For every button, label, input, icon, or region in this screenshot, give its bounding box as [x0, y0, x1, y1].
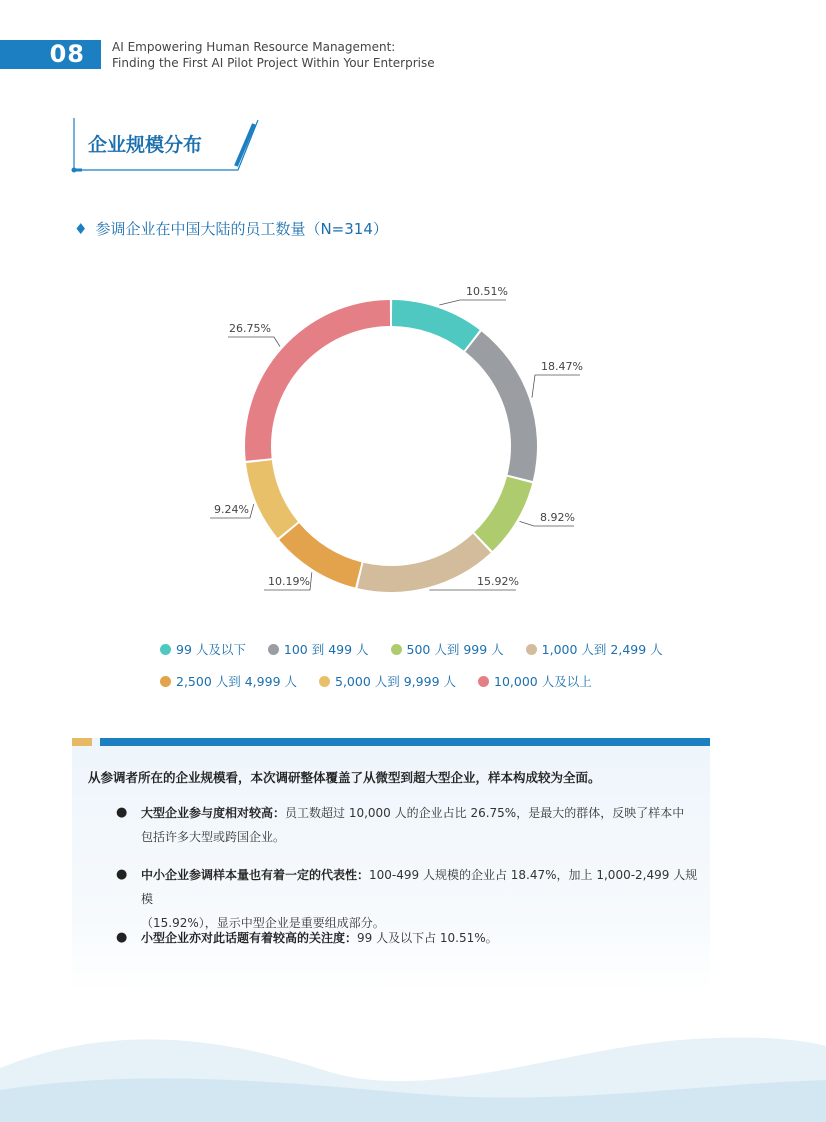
legend-label: 500 人到 999 人	[406, 642, 504, 657]
donut-slice-3	[474, 477, 532, 551]
bullet-2-line2: （15.92%），显示中型企业是重要组成部分。	[141, 916, 385, 930]
section-title: 企业规模分布	[88, 134, 203, 156]
legend-item-2	[268, 640, 369, 658]
bullet-dot-icon: ●	[116, 930, 128, 945]
legend-label: 10,000 人及以上	[494, 674, 592, 689]
leader-line-1	[439, 300, 506, 305]
running-header	[112, 39, 435, 71]
data-label-2: 18.47%	[541, 360, 583, 373]
bullet-1-heading: 大型企业参与度相对较高：	[141, 806, 286, 820]
panel-lead-text: 从参调者所在的企业规模看，本次调研整体覆盖了从微型到超大型企业，样本构成较为全面。	[88, 770, 601, 785]
legend-label: 99 人及以下	[176, 642, 246, 657]
bullet-3-heading: 小型企业亦对此话题有着较高的关注度：	[141, 931, 358, 945]
chart-subheading-text: 参调企业在中国大陆的员工数量（N=314）	[95, 220, 388, 238]
panel-accent-bar-right	[100, 738, 710, 746]
chart-subheading	[74, 218, 388, 239]
bullet-2-heading: 中小企业参调样本量也有着一定的代表性：	[141, 868, 370, 882]
data-label-5: 10.19%	[268, 575, 310, 588]
donut-slice-6	[246, 460, 298, 538]
donut-slice-1	[392, 300, 480, 351]
chart-legend-row2	[160, 672, 614, 690]
employee-count-donut-chart	[0, 270, 826, 620]
legend-swatch	[160, 644, 171, 655]
legend-item-4	[526, 640, 663, 658]
panel-bullet-1	[116, 801, 706, 849]
data-label-6: 9.24%	[214, 503, 249, 516]
chart-legend-row1	[160, 640, 685, 658]
leader-line-2	[532, 375, 580, 398]
legend-swatch	[160, 676, 171, 687]
page-number: 08	[49, 40, 85, 68]
running-header-line2: Finding the First AI Pilot Project Within Your Enterprise	[112, 56, 435, 70]
legend-item-3	[391, 640, 504, 658]
data-label-1: 10.51%	[466, 285, 508, 298]
panel-accent-bar-left	[72, 738, 92, 746]
decorative-waves	[0, 1010, 826, 1122]
legend-swatch	[319, 676, 330, 687]
bullet-dot-icon: ●	[116, 805, 128, 820]
running-header-line1: AI Empowering Human Resource Management:	[112, 40, 396, 54]
data-label-3: 8.92%	[540, 511, 575, 524]
panel-bullet-2	[116, 863, 706, 935]
bullet-1-line1: 员工数超过 10,000 人的企业占比 26.75%，是最大的群体，反映了样本中	[285, 806, 685, 820]
donut-slice-4	[357, 534, 490, 592]
diamond-icon: ♦	[74, 220, 88, 238]
legend-item-7	[478, 672, 592, 690]
bullet-2-line1: 100-499 人规模的企业占 18.47%，加上 1,000-2,499 人规模	[141, 868, 698, 906]
legend-swatch	[268, 644, 279, 655]
legend-label: 100 到 499 人	[283, 642, 369, 657]
legend-item-5	[160, 672, 297, 690]
legend-label: 5,000 人到 9,999 人	[335, 674, 456, 689]
legend-swatch	[526, 644, 537, 655]
data-label-7: 26.75%	[229, 322, 271, 335]
donut-slice-2	[465, 331, 537, 481]
page-number-block	[0, 40, 101, 69]
legend-label: 2,500 人到 4,999 人	[176, 674, 297, 689]
legend-item-1	[160, 640, 246, 658]
data-label-4: 15.92%	[477, 575, 519, 588]
bullet-dot-icon: ●	[116, 867, 128, 882]
legend-swatch	[478, 676, 489, 687]
panel-bullet-3	[116, 926, 706, 950]
bullet-1-line2: 包括许多大型或跨国企业。	[141, 830, 286, 844]
bullet-3-line1: 99 人及以下占 10.51%。	[357, 931, 498, 945]
legend-item-6	[319, 672, 456, 690]
legend-swatch	[391, 644, 402, 655]
leader-line-7	[228, 337, 280, 347]
legend-label: 1,000 人到 2,499 人	[541, 642, 663, 657]
